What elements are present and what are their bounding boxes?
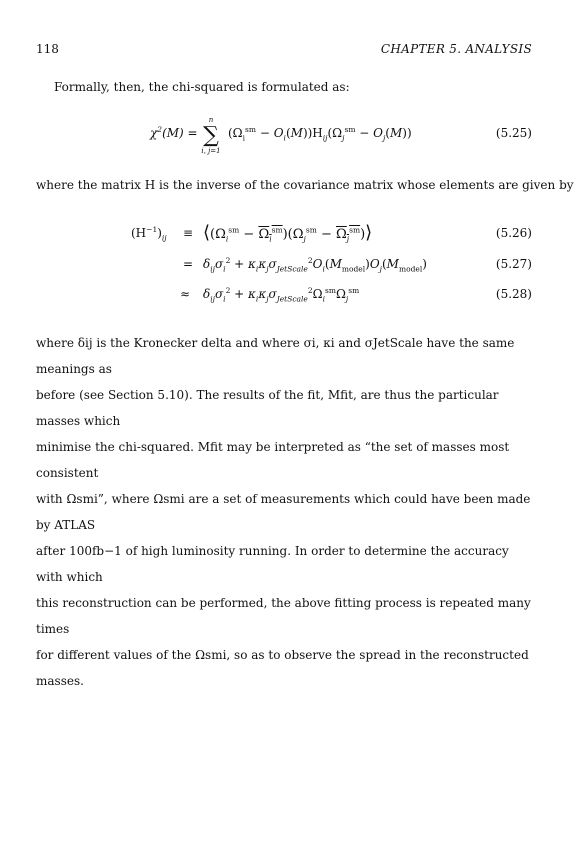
eq-5-25-lhs: $\chi^2(M)$ = bbox=[150, 125, 198, 140]
eq-5-27-rel: = bbox=[183, 257, 194, 271]
sum-upper-limit: n bbox=[208, 116, 214, 124]
sigma-glyph: ∑ bbox=[203, 123, 219, 148]
body-line: for different values of the Ωsmi, so as to observe the spread in the reconstructed masses. bbox=[36, 648, 529, 688]
body-line: minimise the chi-squared. Mfit may be interpreted as “the set of masses most consistent bbox=[36, 440, 510, 480]
eq-number-5-27: (5.27) bbox=[495, 257, 532, 271]
eq-number-5-28: (5.28) bbox=[495, 287, 532, 301]
eq-number-5-26: (5.26) bbox=[495, 226, 532, 240]
page-number: 118 bbox=[36, 42, 59, 56]
eq-5-26-lhs: $(H^{-1})_{ij}$ bbox=[131, 225, 167, 243]
body-line: before (see Section 5.10). The results of the fit, Mfit, are thus the particular masses which bbox=[36, 388, 499, 428]
summation-symbol bbox=[201, 116, 221, 156]
body-line: after 100fb−1 of high luminosity running. In order to determine the accuracy with which bbox=[36, 544, 509, 584]
eq-5-28-rhs: $\delta_{ij}\sigma_i^2 + \kappa_i\kappa_j\sigma_{JetScale}^2\Omega_i^{sm}\Omega_j^{sm}$ bbox=[203, 286, 360, 304]
eq-number-5-25: (5.25) bbox=[495, 126, 532, 140]
intro-text: Formally, then, the chi-squared is formulated as: bbox=[54, 80, 350, 94]
eq-5-25-rhs: $(\Omega_i^{sm} - O_i(M))H_{ij}(\Omega_j^{sm} - O_j(M))$ bbox=[228, 125, 412, 143]
eq-5-26-rhs: $⟨(\Omega_i^{sm} - \Omega_i^{sm})(\Omega_j^{sm}$ − $\Omega_j^{sm})⟩$ bbox=[203, 222, 373, 244]
matrix-sentence: where the matrix H is the inverse of the covariance matrix whose elements are given by bbox=[36, 178, 574, 192]
running-title: CHAPTER 5. ANALYSIS bbox=[380, 42, 532, 56]
body-line: this reconstruction can be performed, the above fitting process is repeated many times bbox=[36, 596, 531, 636]
sum-lower-limit: i, j=1 bbox=[201, 147, 221, 155]
eq-5-27-rhs: $\delta_{ij}\sigma_i^2 + \kappa_i\kappa_j\sigma_{JetScale}^2O_i(M_{model})O_j(M_{model})$ bbox=[203, 256, 427, 274]
eq-5-26-rel: ≡ bbox=[183, 226, 194, 240]
body-line: with Ωsmi”, where Ωsmi are a set of measurements which could have been made by ATLAS bbox=[36, 492, 531, 532]
body-line: where δij is the Kronecker delta and where σi, κi and σJetScale have the same meanings as bbox=[36, 336, 515, 376]
body-paragraph bbox=[36, 330, 533, 694]
eq-5-28-rel: ≈ bbox=[180, 287, 191, 301]
